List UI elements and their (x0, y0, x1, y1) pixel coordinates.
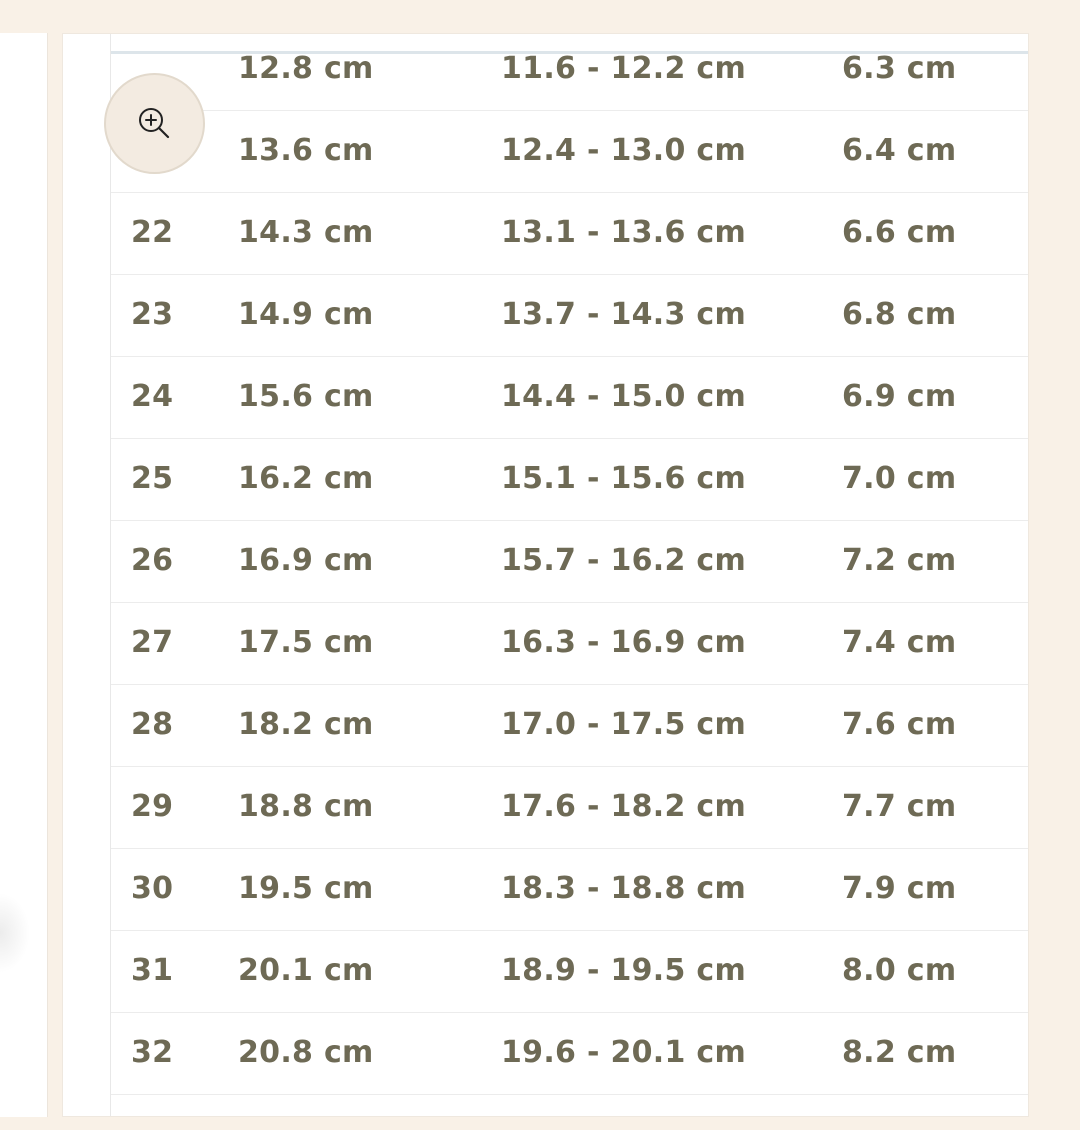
previous-thumbnail-card[interactable] (0, 33, 48, 1117)
size-cell: 32 (131, 1035, 174, 1070)
size-cell: 29 (131, 789, 174, 824)
foot-length-cell: 13.7 - 14.3 cm (501, 297, 747, 332)
product-image-card (62, 33, 1029, 1117)
length-cell: 20.1 cm (238, 953, 374, 988)
foot-length-cell: 15.7 - 16.2 cm (501, 543, 747, 578)
width-cell: 6.3 cm (842, 51, 957, 86)
table-row (111, 357, 1029, 439)
size-cell: 30 (131, 871, 174, 906)
width-cell: 7.7 cm (842, 789, 957, 824)
size-cell: 31 (131, 953, 174, 988)
foot-length-cell: 15.1 - 15.6 cm (501, 461, 747, 496)
foot-length-cell: 18.9 - 19.5 cm (501, 953, 747, 988)
length-cell: 15.6 cm (238, 379, 374, 414)
length-cell: 19.5 cm (238, 871, 374, 906)
foot-length-cell: 19.6 - 20.1 cm (501, 1035, 747, 1070)
table-row (111, 193, 1029, 275)
length-cell: 12.8 cm (238, 51, 374, 86)
length-cell: 16.2 cm (238, 461, 374, 496)
width-cell: 7.4 cm (842, 625, 957, 660)
zoom-in-icon (135, 104, 175, 144)
foot-length-cell: 17.6 - 18.2 cm (501, 789, 747, 824)
width-cell: 8.0 cm (842, 953, 957, 988)
table-row (111, 1013, 1029, 1095)
foot-length-cell: 12.4 - 13.0 cm (501, 133, 747, 168)
length-cell: 18.8 cm (238, 789, 374, 824)
table-row (111, 685, 1029, 767)
width-cell: 6.6 cm (842, 215, 957, 250)
length-cell: 14.3 cm (238, 215, 374, 250)
zoom-button[interactable] (104, 73, 205, 174)
length-cell: 16.9 cm (238, 543, 374, 578)
length-cell: 14.9 cm (238, 297, 374, 332)
table-row (111, 603, 1029, 685)
table-row (111, 849, 1029, 931)
length-cell: 13.6 cm (238, 133, 374, 168)
size-cell: 26 (131, 543, 174, 578)
foot-length-cell: 16.3 - 16.9 cm (501, 625, 747, 660)
width-cell: 7.6 cm (842, 707, 957, 742)
width-cell: 6.4 cm (842, 133, 957, 168)
table-row (111, 767, 1029, 849)
size-chart-image (110, 34, 1029, 1117)
table-row (111, 111, 1029, 193)
length-cell: 17.5 cm (238, 625, 374, 660)
length-cell: 20.8 cm (238, 1035, 374, 1070)
size-cell: 27 (131, 625, 174, 660)
table-row (111, 521, 1029, 603)
size-cell: 28 (131, 707, 174, 742)
table-row (111, 439, 1029, 521)
foot-length-cell: 18.3 - 18.8 cm (501, 871, 747, 906)
width-cell: 6.8 cm (842, 297, 957, 332)
foot-length-cell: 17.0 - 17.5 cm (501, 707, 747, 742)
size-cell: 22 (131, 215, 174, 250)
size-cell: 24 (131, 379, 174, 414)
table-row (111, 275, 1029, 357)
width-cell: 7.2 cm (842, 543, 957, 578)
foot-length-cell: 13.1 - 13.6 cm (501, 215, 747, 250)
size-cell: 25 (131, 461, 174, 496)
foot-length-cell: 14.4 - 15.0 cm (501, 379, 747, 414)
width-cell: 6.9 cm (842, 379, 957, 414)
thumbnail-shadow (0, 893, 30, 973)
width-cell: 7.0 cm (842, 461, 957, 496)
foot-length-cell: 11.6 - 12.2 cm (501, 51, 747, 86)
width-cell: 7.9 cm (842, 871, 957, 906)
table-row (111, 34, 1029, 111)
length-cell: 18.2 cm (238, 707, 374, 742)
size-cell: 23 (131, 297, 174, 332)
width-cell: 8.2 cm (842, 1035, 957, 1070)
size-table (111, 34, 1029, 1095)
table-row (111, 931, 1029, 1013)
